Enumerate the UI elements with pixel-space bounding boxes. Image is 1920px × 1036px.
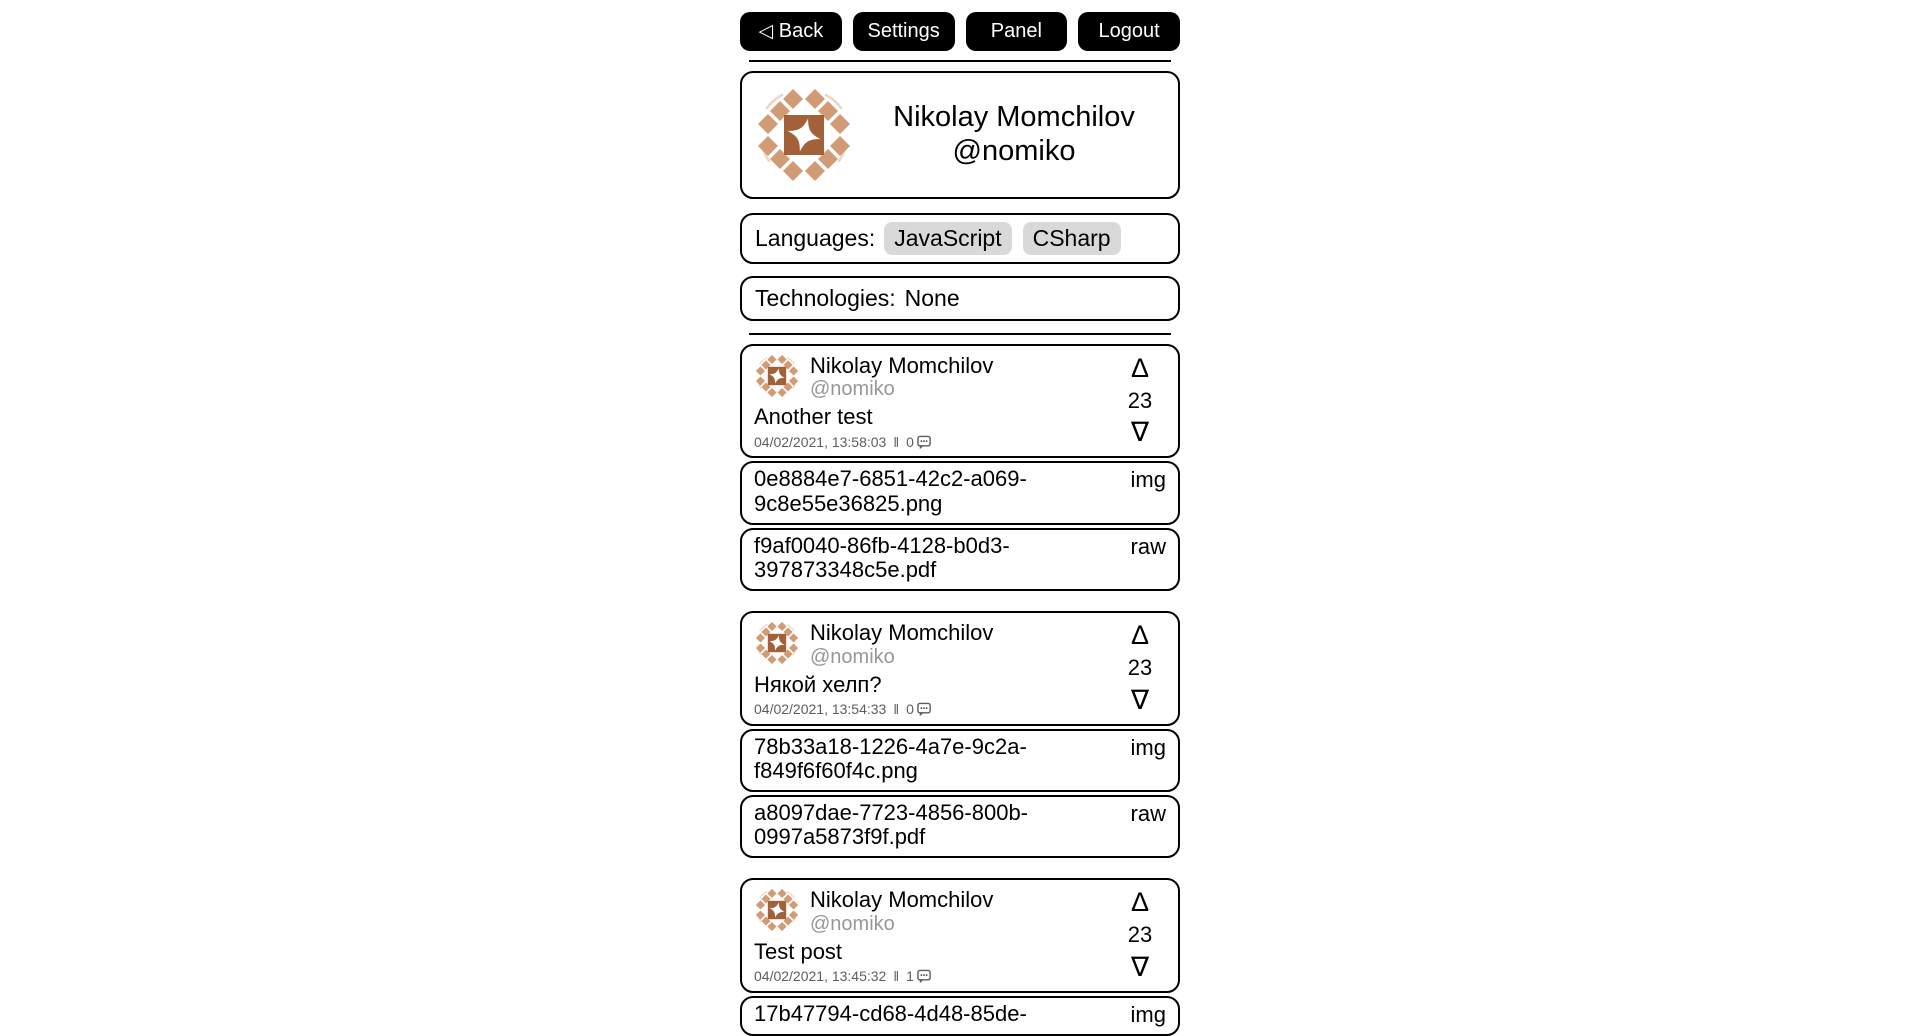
post-author[interactable]: Nikolay Momchilov [810,887,994,913]
attachment-card[interactable] [740,996,1180,1036]
post-main [754,620,1114,717]
comment-count: 0 [906,700,914,717]
back-button[interactable] [740,12,842,51]
attachment-filename: f9af0040-86fb-4128-b0d3-397873348c5e.pdf [754,532,1010,583]
post-author-block [810,353,993,400]
profile-name: Nikolay Momchilov [893,101,1135,134]
attachment-filename: 17b47794-cd68-4d48-85de- [754,1000,1027,1026]
vote-count: 23 [1127,654,1153,680]
vote-column [1114,353,1166,450]
post-card [740,611,1180,725]
post-card [740,344,1180,458]
post-author-handle: @nomiko [810,912,895,935]
vote-column [1114,620,1166,717]
profile-names [862,101,1166,169]
post-timestamp: 04/02/2021, 13:58:03 [754,433,887,450]
post-group [740,611,1180,858]
attachment-type-label: raw [1130,801,1166,827]
post-header [754,887,1114,934]
vote-count: 23 [1127,922,1153,948]
comment-bubble-icon [917,969,932,984]
logout-button[interactable]: Logout [1078,12,1180,51]
back-arrow-icon: ◁ [758,21,774,42]
post-timestamp: 04/02/2021, 13:54:33 [754,700,887,717]
profile-card [740,71,1180,199]
post-author[interactable]: Nikolay Momchilov [810,620,994,646]
attachment-type-label: img [1130,1001,1166,1027]
attachment-card[interactable] [740,729,1180,792]
post-avatar-identicon [754,620,800,666]
post-author-block [810,887,993,934]
attachment-card[interactable] [740,461,1180,524]
post-author-handle: @nomiko [810,378,895,401]
post-author[interactable]: Nikolay Momchilov [810,353,994,378]
technologies-label: Technologies: [755,285,896,311]
language-badge-csharp: CSharp [1023,222,1121,255]
page-column [740,0,1180,1036]
post-header [754,353,1114,400]
meta-separator: ‖ [893,433,900,450]
post-author-handle: @nomiko [810,645,895,668]
post-author-block [810,620,993,667]
top-nav [740,12,1180,51]
profile-avatar-identicon [754,85,854,185]
feed-divider [749,333,1171,335]
post-group [740,878,1180,1036]
post-avatar-identicon [754,353,800,399]
post-group [740,344,1180,591]
post-card [740,878,1180,992]
comment-bubble-icon [917,702,932,717]
comment-count-wrap [906,434,932,451]
post-title: Another test [754,404,873,430]
comment-bubble-icon [917,435,932,450]
comment-count-wrap [906,968,932,985]
upvote-button[interactable]: Δ [1130,620,1150,651]
meta-separator: ‖ [893,968,900,985]
attachment-type-label: img [1130,467,1166,493]
meta-separator: ‖ [893,700,900,717]
top-divider [749,60,1171,62]
post-main [754,887,1114,984]
comment-count-wrap [906,701,932,718]
vote-column [1114,887,1166,984]
attachment-type-label: img [1130,734,1166,760]
upvote-button[interactable]: Δ [1130,887,1150,918]
attachment-card[interactable] [740,528,1180,591]
post-avatar-identicon [754,887,800,933]
post-meta [754,968,1114,985]
languages-label: Languages: [755,225,876,251]
languages-card [740,213,1180,264]
technologies-card [740,276,1180,321]
profile-handle: @nomiko [952,135,1076,167]
post-timestamp: 04/02/2021, 13:45:32 [754,968,887,985]
downvote-button[interactable]: ∇ [1130,684,1150,715]
comment-count: 0 [906,433,914,450]
attachment-filename: a8097dae-7723-4856-800b-0997a5873f9f.pdf [754,800,1029,850]
post-meta [754,434,1114,451]
language-badge-javascript: JavaScript [884,222,1011,255]
post-main [754,353,1114,450]
downvote-button[interactable]: ∇ [1130,951,1150,982]
attachment-filename: 78b33a18-1226-4a7e-9c2a-f849f6f60f4c.png [754,733,1027,783]
attachment-filename: 0e8884e7-6851-42c2-a069-9c8e55e36825.png [754,466,1027,516]
downvote-button[interactable]: ∇ [1130,417,1150,448]
comment-count: 1 [906,968,914,985]
panel-button[interactable]: Panel [966,12,1068,51]
post-header [754,620,1114,667]
upvote-button[interactable]: Δ [1130,353,1150,383]
attachment-card[interactable] [740,795,1180,858]
attachment-type-label: raw [1130,533,1166,559]
post-meta [754,701,1114,718]
post-title: Някой хелп? [754,671,882,697]
vote-count: 23 [1127,387,1153,413]
post-title: Test post [754,938,843,964]
technologies-value: None [904,285,960,311]
back-button-label: Back [778,20,824,42]
settings-button[interactable]: Settings [853,12,955,51]
